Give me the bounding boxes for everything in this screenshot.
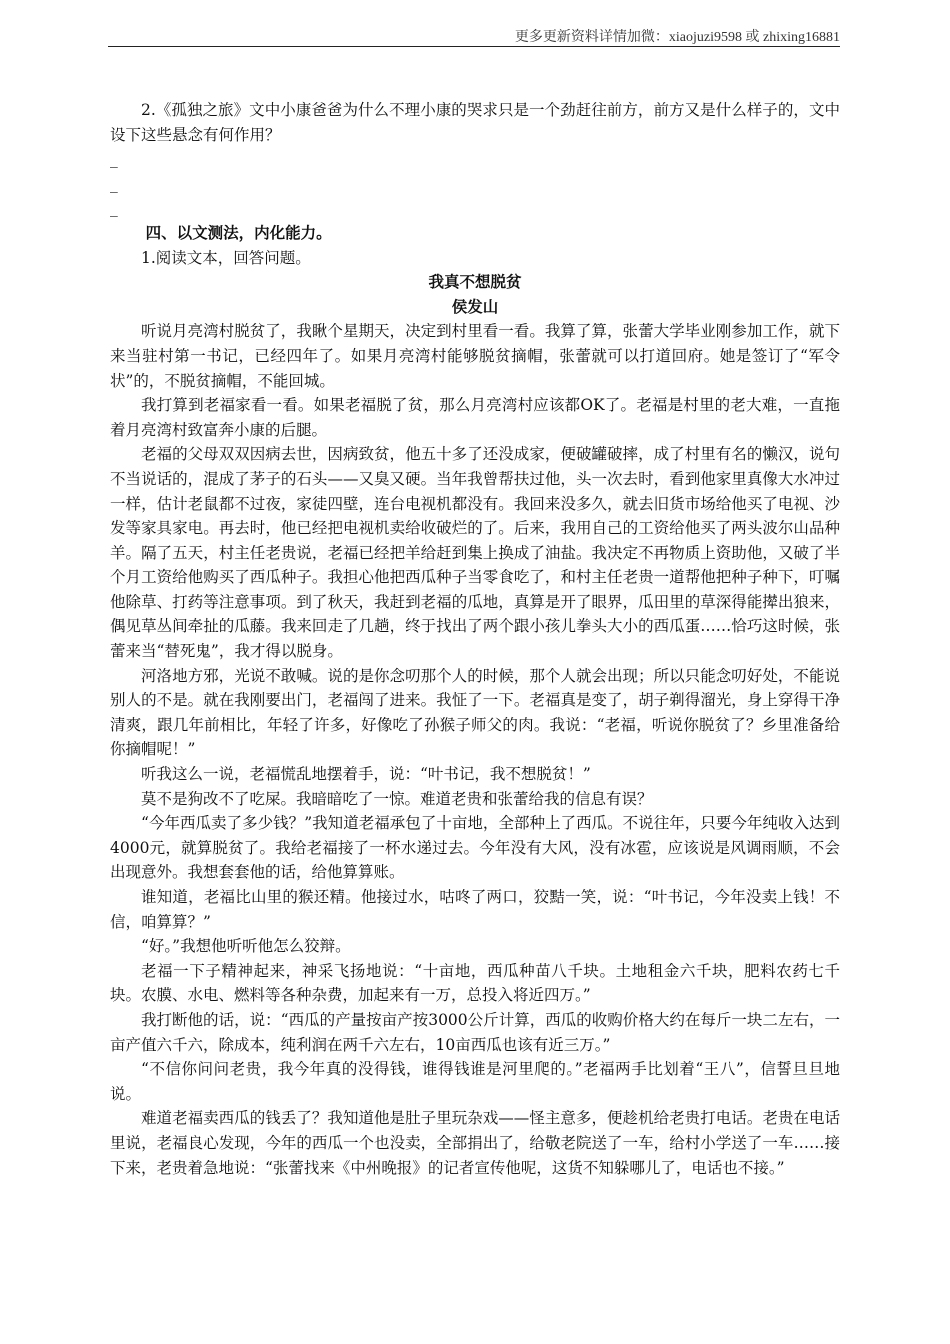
article-paragraph: 难道老福卖西瓜的钱丢了？我知道他是肚子里玩杂戏——怪主意多，便趁机给老贵打电话。老贵在电话里说，老福良心发现，今年的西瓜一个也没卖，全部捐出了，给敬老院送了一车，给村小学送了一车……接下来，老贵着急地说：“张蕾找来《中州晚报》的记者宣传他呢，这货不知躲哪儿了，电话也不接。”: [110, 1109, 840, 1177]
article-paragraph: 我打断他的话，说：“西瓜的产量按亩产按3000公斤计算，西瓜的收购价格大约在每斤一块二左右，一亩产值六千六，除成本，纯利润在两千六左右，10亩西瓜也该有近三万。”: [110, 1010, 840, 1054]
article-paragraph: “不信你问问老贵，我今年真的没得钱，谁得钱谁是河里爬的。”老福两手比划着“王八”，信誓旦旦地说。: [110, 1060, 840, 1103]
answer-blank-line-2: _: [110, 174, 118, 193]
article-body: [110, 319, 840, 1180]
article-paragraph: 我打算到老福家看一看。如果老福脱了贫，那么月亮湾村应该都OK了。老福是村里的老大难，一直拖着月亮湾村致富奔小康的后腿。: [110, 396, 840, 439]
article-title: 我真不想脱贫: [428, 272, 522, 292]
article-paragraph: 河洛地方邪，光说不敢喊。说的是你念叨那个人的时候，那个人就会出现；所以只能念叨好处，不能说别人的不是。就在我刚要出门，老福闯了进来。我怔了一下。老福真是变了，胡子剃得溜光，身上穿得干净清爽，跟几年前相比，年轻了许多，好像吃了孙猴子师父的肉。我说：“老福，听说你脱贫了？乡里准备给你摘帽呢！”: [110, 666, 840, 759]
section-4-title: 四、以文测法，内化能力。: [145, 222, 332, 242]
article-author: 侯发山: [451, 296, 499, 316]
article-paragraph: “今年西瓜卖了多少钱？”我知道老福承包了十亩地，全部种上了西瓜。不说往年，只要今年纯收入达到4000元，就算脱贫了。我给老福接了一杯水递过去。今年没有大风，没有冰雹，应该说是风调雨顺，不会出现意外。我想套套他的话，给他算算账。: [110, 814, 840, 882]
answer-blank-line-3: _: [110, 199, 118, 218]
question-2: 2.《孤独之旅》文中小康爸爸为什么不理小康的哭求只是一个劲赶往前方，前方又是什么样子的，文中设下这些悬念有何作用？: [110, 101, 840, 144]
article-paragraph: 听说月亮湾村脱贫了，我瞅个星期天，决定到村里看一看。我算了算，张蕾大学毕业刚参加工作，就下来当驻村第一书记，已经四年了。如果月亮湾村能够脱贫摘帽，张蕾就可以打道回府。她是签订了“军令状”的，不脱贫摘帽，不能回城。: [110, 322, 840, 390]
article-paragraph: 谁知道，老福比山里的猴还精。他接过水，咕咚了两口，狡黠一笑，说：“叶书记，今年没卖上钱！不信，咱算算？”: [110, 888, 840, 931]
article-paragraph: “好。”我想他听听他怎么狡辩。: [141, 937, 351, 956]
document-content: [110, 98, 840, 1180]
question-4-1: 1.阅读文本，回答问题。: [141, 248, 311, 267]
article-paragraph: 老福一下子精神起来，神采飞扬地说：“十亩地，西瓜种苗八千块。土地租金六千块，肥料农药七千块。农膜、水电、燃料等各种杂费，加起来有一万，总投入将近四万。”: [110, 961, 840, 1005]
page-header-text: 更多更新资料详情加微：xiaojuzi9598 或 zhixing16881: [514, 30, 840, 45]
header-divider: [108, 46, 840, 47]
article-paragraph: 听我这么一说，老福慌乱地摆着手，说：“叶书记，我不想脱贫！”: [141, 765, 591, 784]
article-paragraph: 莫不是狗改不了吃屎。我暗暗吃了一惊。难道老贵和张蕾给我的信息有误？: [141, 789, 653, 808]
answer-blank-line-1: _: [110, 150, 118, 169]
article-paragraph: 老福的父母双双因病去世，因病致贫，他五十多了还没成家，便破罐破摔，成了村里有名的懒汉，说句不当说话的，混成了茅子的石头——又臭又硬。当年我曾帮扶过他，头一次去时，看到他家里真像大水冲过一样，估计老鼠都不过夜，家徒四壁，连台电视机都没有。我回来没多久，就去旧货市场给他买了电视、沙发等家具家电。再去时，他已经把电视机卖给收破烂的了。后来，我用自己的工资给他买了两头波尔山品种羊。隔了五天，村主任老贵说，老福已经把羊给赶到集上换成了油盐。我决定不再物质上资助他，又破了半个月工资给他购买了西瓜种子。我担心他把西瓜种子当零食吃了，和村主任老贵一道帮他把种子种下，叮嘱他除草、打药等注意事项。到了秋天，我赶到老福的瓜地，真算是开了眼界，瓜田里的草深得能撵出狼来，偶见草丛间牵扯的瓜藤。我来回走了几趟，终于找出了两个跟小孩儿拳头大小的西瓜蛋……恰巧这时候，张蕾来当“替死鬼”，我才得以脱身。: [110, 445, 840, 661]
